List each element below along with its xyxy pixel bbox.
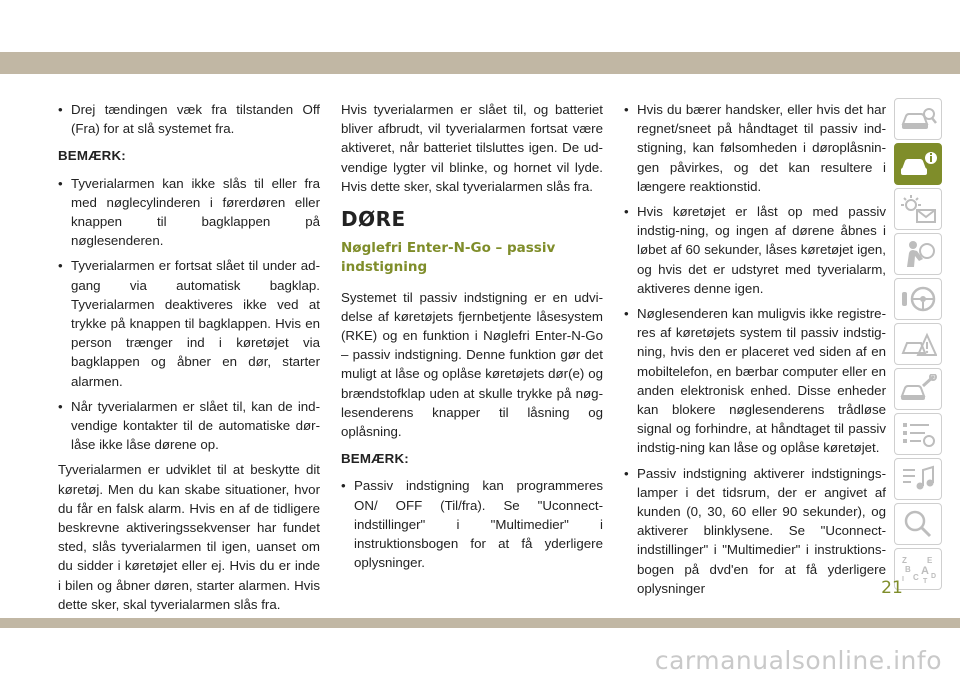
bullet-relock: • Hvis køretøjet er låst op med passiv indstig-ning, og ingen af dørene åbnes i løbet af 60 sekunder, låses køretøjet igen, og hvis det er udstyret med tyverialarm, aktiveres denne igen.: [624, 202, 886, 298]
index-letter: T: [923, 578, 928, 584]
tab-search[interactable]: [894, 503, 942, 545]
page-number: 21: [881, 578, 903, 598]
column-middle: [341, 100, 603, 578]
car-info-icon: [899, 149, 937, 179]
section-subheading: Nøglefri Enter-N-Go – passiv indstigning: [341, 240, 556, 276]
note-label: BEMÆRK:: [58, 148, 126, 164]
paragraph-battery: Hvis tyverialarmen er slået til, og batteriet bliver afbrudt, vil tyverialarmen fortsat være aktiveret, når batteriet tilsluttes igen. De ud-vendige lygter vil blinke, og hornet vil lyde. Hvis dette sker, skal tyverialarmen slås fra.: [341, 102, 603, 194]
tab-multimedia[interactable]: [894, 458, 942, 500]
index-letter: A: [921, 565, 929, 577]
index-letter: C: [913, 573, 919, 582]
bullet-entry-lamps: • Passiv indstigning aktiverer indstignings-lamper i det tidsrum, der er angivet af kunden (0, 30, 60 eller 90 sekunder), og aktiverer blinklysene. Se "Uconnect-indstillinger" i "Multimedier" i instruktions-bogen på dvd'en for at få yderligere oplysninger: [624, 464, 886, 598]
car-search-icon: [899, 104, 937, 134]
steering-wheel-icon: [899, 284, 937, 314]
bullet-programming: • Passiv indstigning kan programmeres ON/ OFF (Til/fra). Se "Uconnect-indstillinger" i "Multimedier" i instruktionsbogen for at få yderligere oplysninger.: [341, 476, 603, 572]
paragraph-passive-entry: Systemet til passiv indstigning er en udvi-delse af køretøjets fjernbetjente låsesystem (RKE) og en funktion i Nøglefri Enter-N-Go – passiv indstigning. Denne funktion gør det muligt at låse og oplåse køretøjets dør(e) og brændstofklap uden at skulle trykke på nøg-lesenderens knapper til låsning og oplåsning.: [341, 289, 603, 440]
index-letter: Z: [902, 556, 907, 565]
tab-specifications[interactable]: [894, 413, 942, 455]
chapter-tabs: [894, 98, 944, 593]
tab-car-search[interactable]: [894, 98, 942, 140]
note-label: BEMÆRK:: [341, 451, 409, 467]
footer-band: [0, 618, 960, 628]
page-top: [0, 0, 960, 56]
tab-warning-lights[interactable]: [894, 188, 942, 230]
bullet-door-locks: • Når tyverialarmen er slået til, kan de ind-vendige kontakter til de automatiske dør-låse ikke låse dørene op.: [58, 397, 320, 455]
roadside-warning-icon: [899, 329, 937, 359]
bullet-tailgate: • Tyverialarmen er fortsat slået til under ad-gang via automatisk bagklap. Tyverialarmen deaktiveres ikke ved at trykke på knappen til bagklappen. Hvis en person trænger ind i køretøjet via bagklappen og åbner en dør, starter alarmen.: [58, 256, 320, 390]
section-heading: DØRE: [341, 207, 406, 232]
wrench-car-icon: [899, 374, 937, 404]
search-icon: [899, 509, 937, 539]
tab-car-info[interactable]: [894, 143, 942, 185]
paragraph-false-alarm: Tyverialarmen er udviklet til at beskytte dit køretøj. Men du kan skabe situationer, hvor du får en falsk alarm. Hvis en af de tidligere beskrevne aktiveringssekvenser har fundet sted, slås tyverialarmen til igen, uanset om du sidder i køretøjet eller ej. Hvis du er inde i bilen og åbner døren, starter alarmen. Hvis dette sker, skal tyverialarmen slås fra.: [58, 462, 320, 612]
bullet-ignition-off: • Drej tændingen væk fra tilstanden Off (Fra) for at slå systemet fra.: [58, 100, 320, 138]
tab-roadside-warning[interactable]: [894, 323, 942, 365]
bullet-interference: • Nøglesenderen kan muligvis ikke registre-res af køretøjets system til passiv indstig-ning, hvis den er placeret ved siden af en mobiltelefon, en bærbar computer eller en anden elektronisk enhed. Disse enheder kan blokere nøglesenderens trådløse signal og forhindre, at håndtaget til passiv indstig-ning kan låse og oplåse køretøjet.: [624, 304, 886, 458]
warning-lights-icon: [899, 194, 937, 224]
bullet-key-cylinder: • Tyverialarmen kan ikke slås til eller fra med nøglecylinderen i førerdøren eller knappen til bagklappen på nøglesenderen.: [58, 174, 320, 251]
column-right: [624, 100, 886, 604]
index-letter: E: [927, 556, 933, 565]
index-letter: B: [905, 565, 911, 574]
watermark: carmanualsonline.info: [654, 646, 942, 675]
multimedia-music-icon: [899, 464, 937, 494]
specifications-list-icon: [899, 419, 937, 449]
airbag-icon: [899, 239, 937, 269]
index-letter: D: [931, 573, 937, 580]
index-letter: I: [902, 576, 904, 583]
tab-steering-wheel[interactable]: [894, 278, 942, 320]
tab-airbag[interactable]: [894, 233, 942, 275]
header-band: [0, 52, 960, 74]
tab-wrench-car[interactable]: [894, 368, 942, 410]
column-left: [58, 100, 320, 620]
bullet-gloves: • Hvis du bærer handsker, eller hvis det har regnet/sneet på håndtaget til passiv ind-stigning, kan følsomheden i døroplåsnin-gen påvirkes, og det kan resultere i længere reaktionstid.: [624, 100, 886, 196]
